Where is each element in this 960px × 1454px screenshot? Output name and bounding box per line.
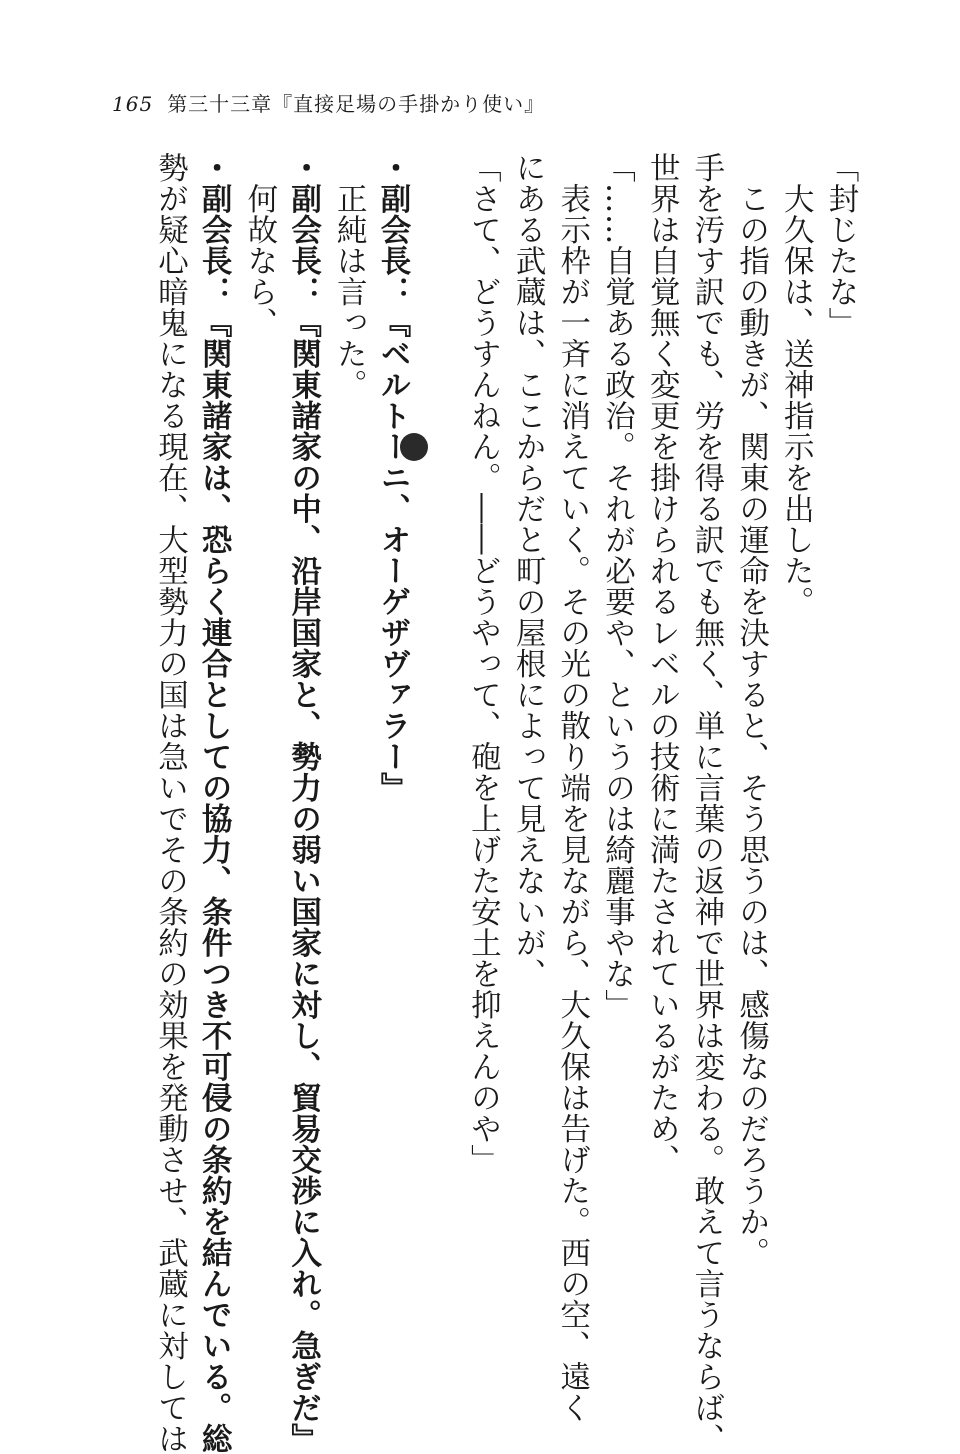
chat-line-vice-president: ・副会長：『関東諸家は、恐らく連合としての協力、条件つき不可侵の条約を結んでいる。総 <box>196 152 233 1454</box>
text-line: 「さて、どうすんねん。――どうやって、砲を上げた安土を抑えんのや」 <box>465 152 501 1175</box>
running-header <box>112 88 545 117</box>
text-line: 手を汚す訳でも、労を得る訳でも無く、単に言葉の返神で世界は変わる。敢えて言うならば、 <box>688 152 724 1454</box>
text-line: 「封じたな」 <box>823 152 858 338</box>
text-line: 世界は自覚無く変更を掛けられるレベルの技術に満たされているがため、 <box>644 152 680 1175</box>
text-line: 「……自覚ある政治。それが必要や、というのは綺麗事やな」 <box>599 152 635 1020</box>
chapter-title: 第三十三章『直接足場の手掛かり使い』 <box>167 92 546 116</box>
text-line: 何故なら、 <box>241 182 277 338</box>
text-line: 正純は言った。 <box>331 182 367 400</box>
chat-line-vice-president: ・副会長：『ベルトーニ、オーゲザヴァラー』 <box>374 152 411 803</box>
text-line: 大久保は、送神指示を出した。 <box>778 182 814 617</box>
text-line: 表示枠が一斉に消えていく。その光の散り端を見ながら、大久保は告げた。西の空、遠く <box>554 182 590 1423</box>
text-line: にある武蔵は、ここからだと町の屋根によって見えないが、 <box>510 152 546 989</box>
page-number: 165 <box>112 92 154 116</box>
chat-line-vice-president: ・副会長：『関東諸家の中、沿岸国家と、勢力の弱い国家に対し、貿易交渉に入れ。急ぎだ』 <box>285 152 322 1454</box>
text-line: この指の動きが、関東の運命を決すると、そう思うのは、感傷なのだろうか。 <box>733 182 769 1268</box>
vertical-body-text <box>147 152 862 1454</box>
paragraph-gap <box>415 152 460 1367</box>
text-line: 勢が疑心暗鬼になる現在、大型勢力の国は急いでその条約の効果を発動させ、武蔵に対しては <box>152 152 188 1454</box>
